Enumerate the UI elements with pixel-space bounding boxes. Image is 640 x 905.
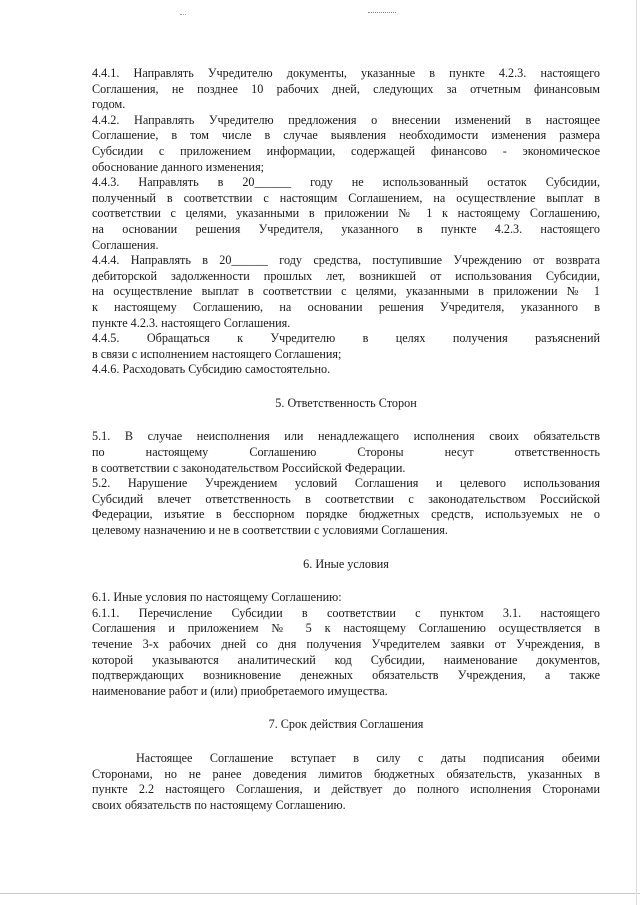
clause-line: дебиторской задолженности прошлых лет, возникшей от использования Субсидии,: [92, 268, 600, 283]
clause-6-1-1: [92, 606, 600, 700]
clause-line: Настоящее Соглашение вступает в силу с даты подписания обеими: [136, 750, 600, 765]
page-edge: [636, 0, 637, 905]
clause-line: 5.2. Нарушение Учреждением условий Соглашения и целевого использования: [92, 476, 600, 491]
clause-line: Соглашение, в том числе в случае выявления необходимости изменения размера: [92, 128, 600, 143]
clause-line: обоснование данного изменения;: [92, 159, 265, 174]
page-edge: [0, 893, 640, 894]
clause-4-4-5: [92, 331, 600, 362]
clause-line: пункте 4.2.3. настоящего Соглашения.: [92, 315, 291, 330]
section-heading-7: 7. Срок действия Соглашения: [268, 717, 424, 732]
clause-line: 4.4.5. Обращаться к Учредителю в целях получения разъяснений: [92, 331, 600, 346]
clause-6-1: 6.1. Иные условия по настоящему Соглашению:: [92, 590, 342, 605]
clause-line: Соглашения и приложением № 5 к настоящему Соглашению осуществляется в: [92, 621, 600, 636]
scan-artifact: [180, 14, 186, 15]
clause-line: пункте 2.2 настоящего Соглашения, и действует до полного исполнения Сторонами: [92, 782, 600, 797]
section-heading-6: 6. Иные условия: [303, 556, 389, 571]
clause-line: наименование работ и (или) приобретаемого имущества.: [92, 683, 388, 698]
clause-5-1: [92, 429, 600, 476]
clause-4-4-6: 4.4.6. Расходовать Субсидию самостоятельно.: [92, 362, 331, 377]
clause-line: на основании решения Учредителя, указанного в пункте 4.2.3. настоящего: [92, 221, 600, 236]
clause-line: которой указываются аналитический код Субсидии, наименование документов,: [92, 652, 600, 667]
clause-line: своих обязательств по настоящему Соглашению.: [92, 797, 346, 812]
clause-line: течение 3-х рабочих дней со дня получения Учредителем заявки от Учреждения, в: [92, 637, 600, 651]
clause-4-4-4: [92, 253, 600, 331]
clause-4-4-1: [92, 66, 600, 113]
clause-line: годом.: [92, 97, 126, 112]
clause-line: Соглашения, не позднее 10 рабочих дней, следующих за отчетным финансовым: [92, 81, 600, 96]
clause-line: целевому назначению и не в соответствии с условиями Соглашения.: [92, 523, 448, 538]
clause-line: в соответствии с законодательством Российской Федерации.: [92, 460, 406, 475]
clause-line: Сторонами, но не ранее доведения лимитов бюджетных обязательств, указанных в: [92, 766, 600, 781]
clause-line: на осуществление выплат в соответствии с целями, указанными в приложении № 1: [92, 284, 600, 299]
clause-5-2: [92, 476, 600, 538]
clause-line: к настоящему Соглашению, на основании решения Учредителя, указанного в: [92, 299, 600, 314]
section-heading-5: 5. Ответственность Сторон: [275, 395, 417, 410]
clause-line: Федерации, изъятие в бесспорном порядке бюджетных средств, используемых не о: [92, 507, 600, 522]
clause-4-4-2: [92, 113, 600, 175]
clause-7: [92, 751, 600, 813]
clause-line: 4.4.3. Направлять в 20______ году не использованный остаток Субсидии,: [92, 175, 600, 190]
clause-line: соответствии с целями, указанными в приложении № 1 к настоящему Соглашению,: [92, 206, 600, 221]
clause-line: 6.1.1. Перечисление Субсидии в соответствии с пунктом 3.1. настоящего: [92, 605, 600, 620]
clause-4-4-3: [92, 175, 600, 253]
clause-line: 4.4.1. Направлять Учредителю документы, указанные в пункте 4.2.3. настоящего: [92, 66, 600, 80]
clause-line: в связи с исполнением настоящего Соглашения;: [92, 346, 342, 361]
clause-line: подтверждающих возникновение денежных обязательств Учреждения, а также: [92, 668, 600, 683]
clause-line: 5.1. В случае неисполнения или ненадлежащего исполнения своих обязательств: [92, 429, 600, 444]
clause-line: Субсидии с приложением информации, содержащей финансово - экономическое: [92, 143, 600, 158]
clause-line: Соглашения.: [92, 237, 159, 252]
clause-line: по настоящему Соглашению Стороны несут ответственность: [92, 445, 600, 460]
clause-line: Субсидий влечет ответственность в соответствии с законодательством Российской: [92, 491, 600, 506]
clause-line: 4.4.2. Направлять Учредителю предложения о внесении изменений в настоящее: [92, 112, 600, 127]
clause-line: полученный в соответствии с настоящим Соглашением, на осуществление выплат в: [92, 190, 600, 205]
clause-line: 4.4.4. Направлять в 20______ году средства, поступившие Учреждению от возврата: [92, 253, 600, 268]
document-body: [92, 66, 600, 813]
scan-artifact: [368, 12, 396, 13]
